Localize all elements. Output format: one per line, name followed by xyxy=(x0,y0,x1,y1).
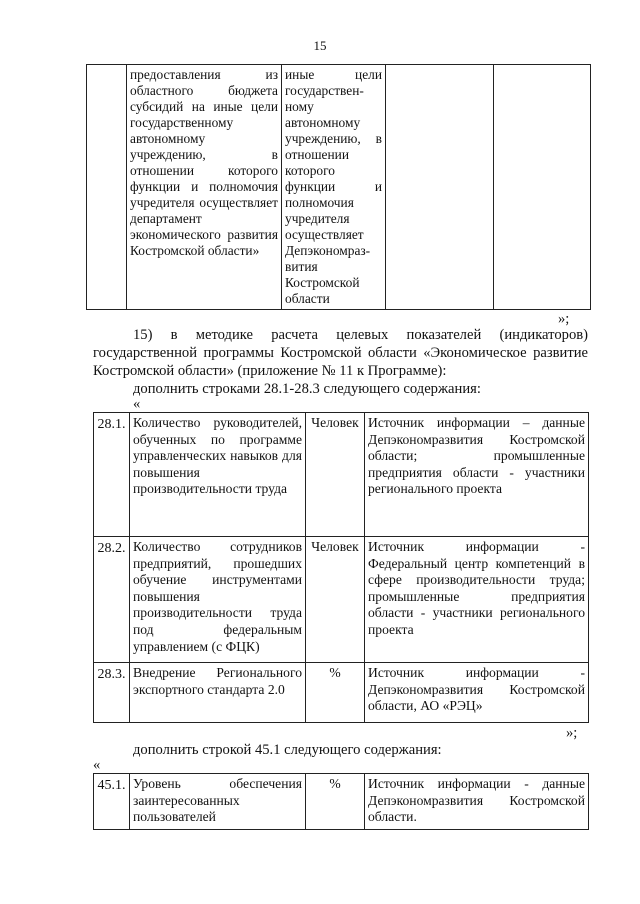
row-number: 45.1. xyxy=(94,774,130,830)
page-number: 15 xyxy=(313,38,327,53)
table-row xyxy=(94,413,589,537)
row-number: 28.3. xyxy=(94,663,130,723)
unit: % xyxy=(306,663,365,723)
table-row xyxy=(94,537,589,663)
table-cell xyxy=(494,65,591,310)
indicator-name: Уровень обеспечения заинтересованных пользователей xyxy=(130,774,306,830)
indicator-name: Внедрение Регионального экспортного стандарта 2.0 xyxy=(130,663,306,723)
table-continuation xyxy=(86,64,591,310)
row-number: 28.1. xyxy=(94,413,130,537)
unit: % xyxy=(306,774,365,830)
unit: Человек xyxy=(306,537,365,663)
table-row xyxy=(87,65,591,310)
data-source: Источник информации - Депэкономразвития Костромской области, АО «РЭЦ» xyxy=(365,663,589,723)
data-source: Источник информации – данные Депэкономразвития Костромской области; промышленные предприятия области - участники регионального проекта xyxy=(365,413,589,537)
table-cell: предоставления из областного бюджета субсидий на иные цели государственному автономному учреждению, в отношении которого функции и полномочия учредителя осуществляет департамент экономического развития Костромской области» xyxy=(127,65,282,310)
opening-quote: « xyxy=(133,396,141,412)
indicator-name: Количество сотрудников предприятий, прошедших обучение инструментами повышения производительности труда под федеральным управлением (с ФЦК) xyxy=(130,537,306,663)
indicators-table xyxy=(93,412,589,723)
table-cell xyxy=(386,65,494,310)
amendment-paragraph: 15) в методике расчета целевых показателей (индикаторов) государственной программы Костромской области «Экономическое развитие Костромской области» (приложение № 11 к Программе): xyxy=(93,327,588,379)
opening-quote: « xyxy=(93,757,101,773)
data-source: Источник информации - данные Депэкономразвития Костромской области. xyxy=(365,774,589,830)
data-source: Источник информации - Федеральный центр компетенций в сфере производительности труда; промышленные предприятия области - участники регионального проекта xyxy=(365,537,589,663)
closing-quote: »; xyxy=(566,725,578,741)
table-cell xyxy=(87,65,127,310)
indicators-table-2 xyxy=(93,773,589,830)
unit: Человек xyxy=(306,413,365,537)
table-row xyxy=(94,774,589,830)
row-number: 28.2. xyxy=(94,537,130,663)
table-row xyxy=(94,663,589,723)
add-rows-line: дополнить строками 28.1-28.3 следующего содержания: xyxy=(133,381,481,397)
closing-quote: »; xyxy=(558,311,570,327)
table-cell: иные цели государствен-ному автономному учреждению, в отношении которого функции и полномочия учредителя осуществляет Депэкономраз-вития Костромской области xyxy=(282,65,386,310)
indicator-name: Количество руководителей, обученных по программе управленческих навыков для повышения производительности труда xyxy=(130,413,306,537)
add-row-line: дополнить строкой 45.1 следующего содержания: xyxy=(133,742,442,758)
